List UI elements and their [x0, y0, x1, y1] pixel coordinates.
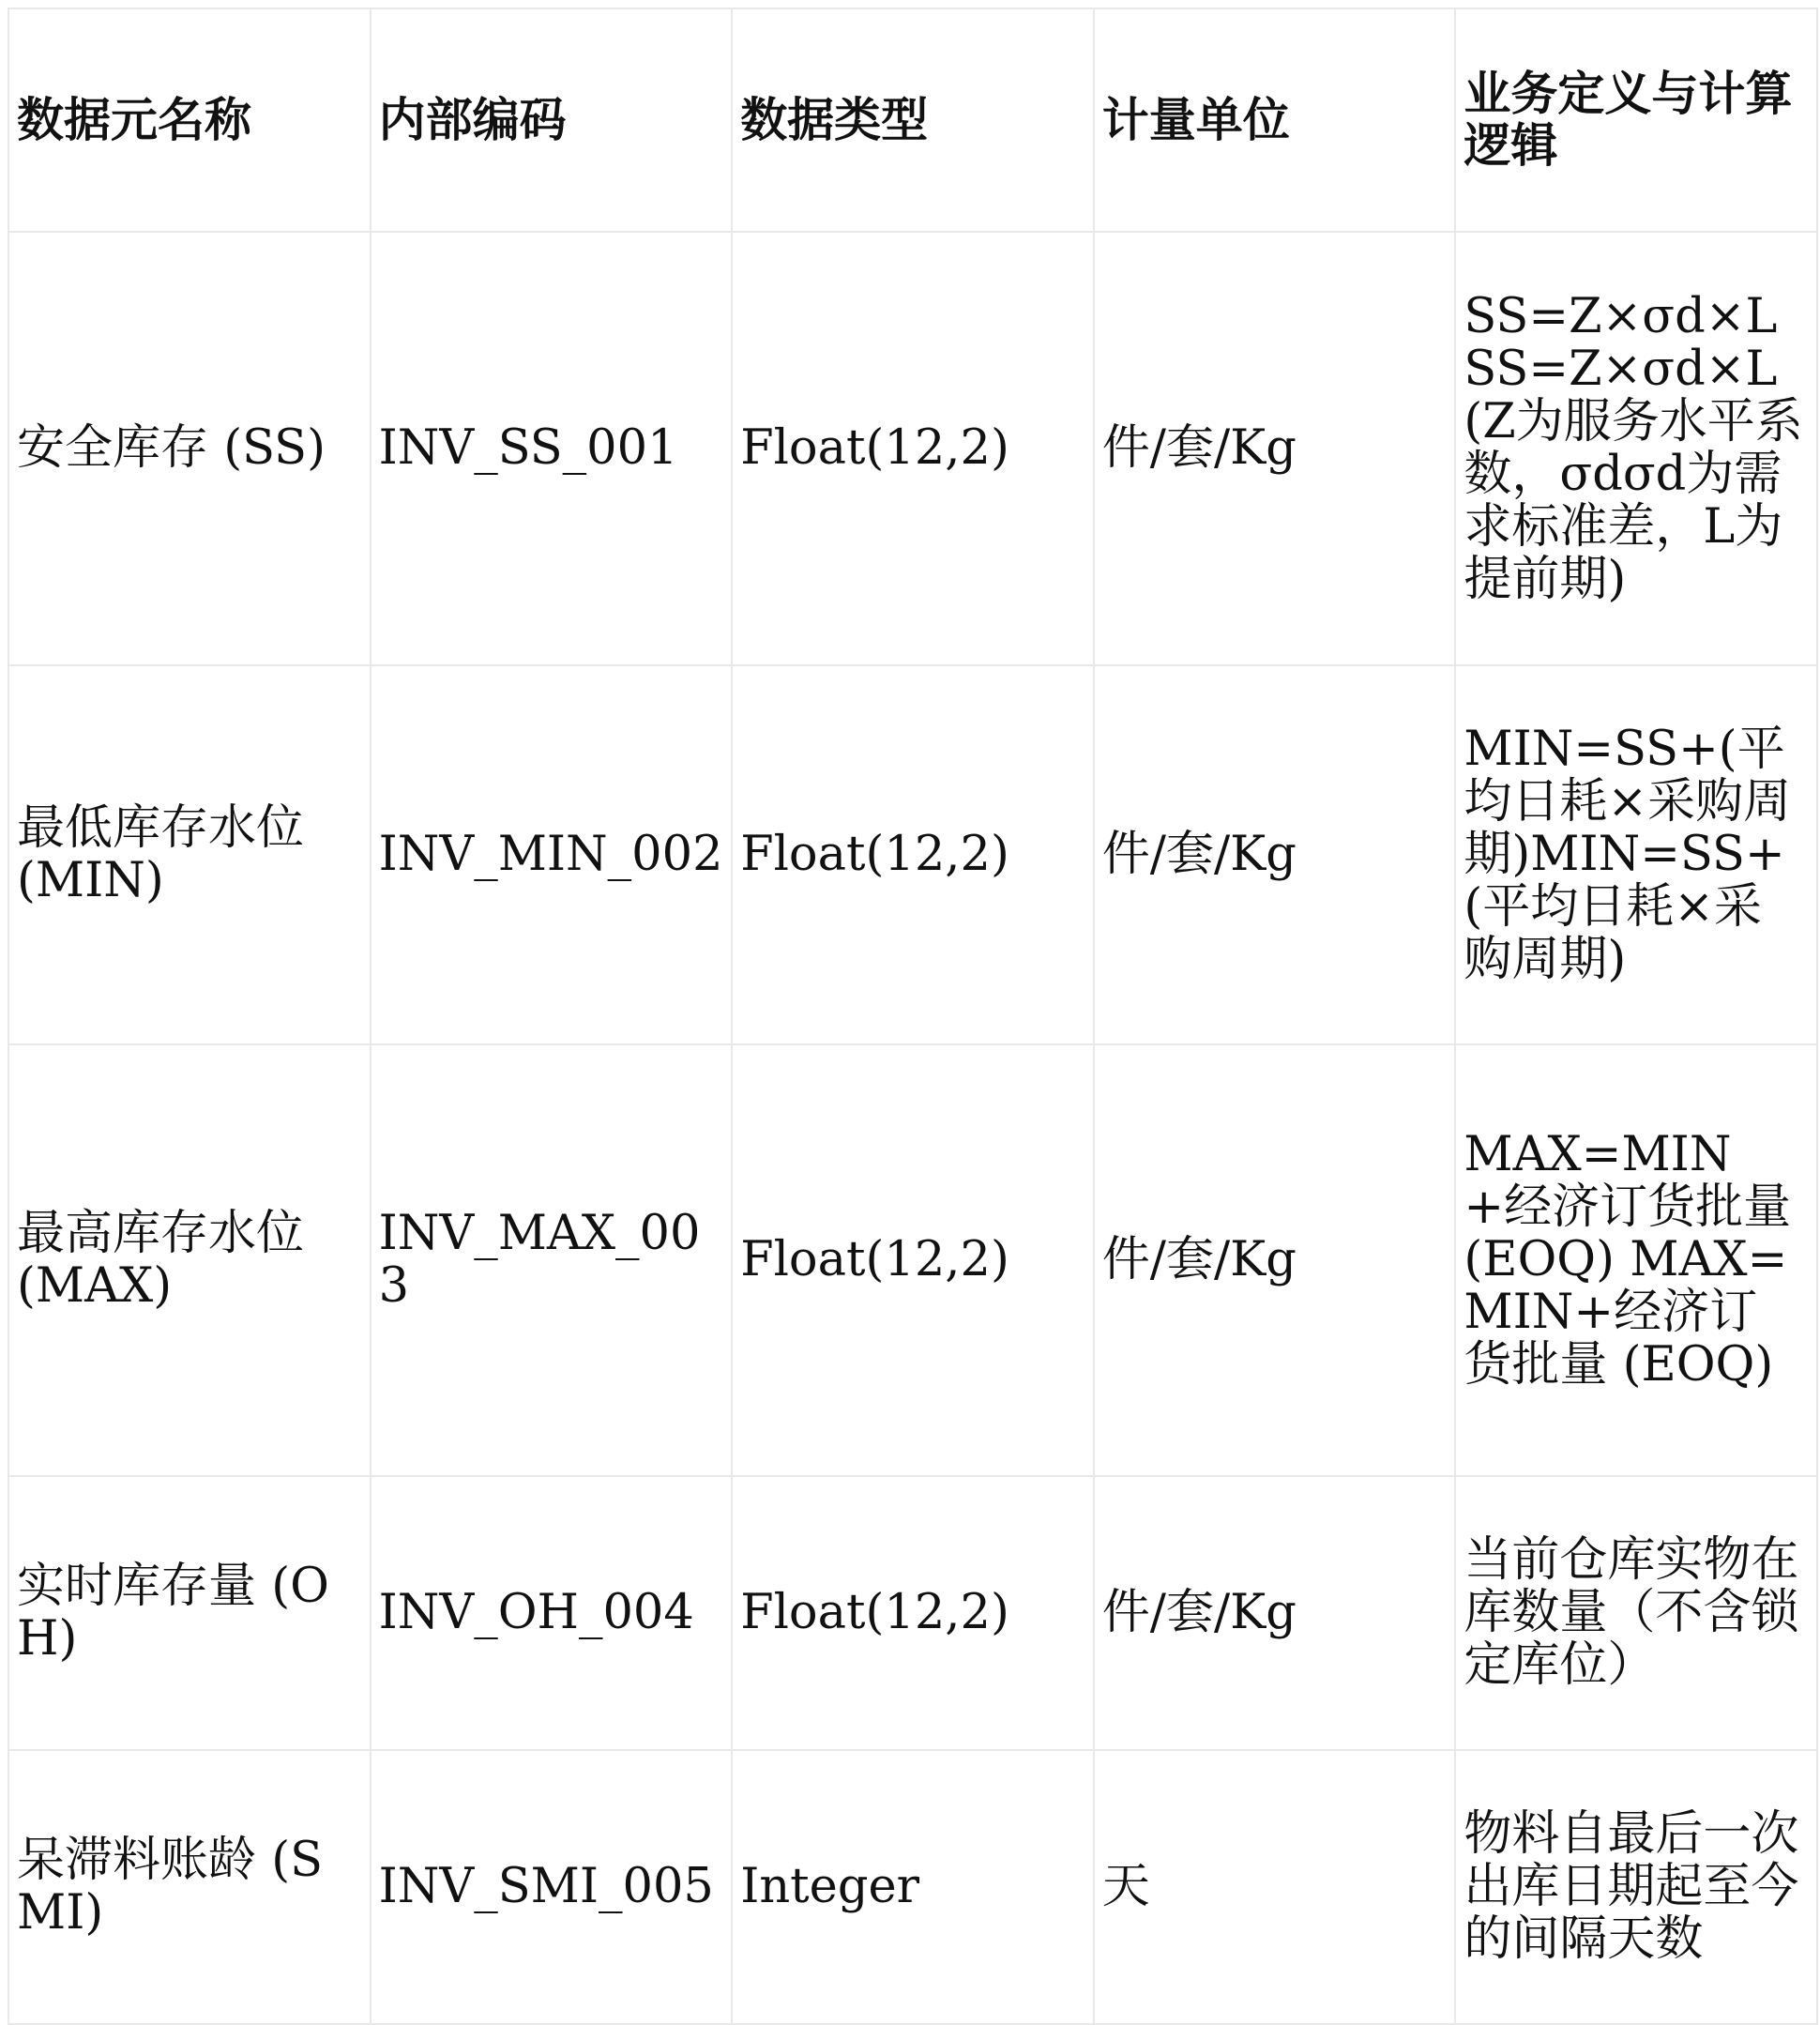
cell-unit: 天: [1094, 1750, 1456, 2024]
table-body: [8, 232, 1817, 2024]
cell-element-name: 呆滞料账龄 (SMI): [8, 1750, 371, 2024]
cell-internal-code: INV_MIN_002: [371, 665, 733, 1044]
cell-unit: 件/套/Kg: [1094, 1044, 1456, 1476]
data-dictionary-table: [8, 8, 1818, 2025]
cell-data-type: Float(12,2): [732, 665, 1094, 1044]
data-dictionary-table-wrapper: [8, 8, 1818, 2025]
cell-unit: 件/套/Kg: [1094, 665, 1456, 1044]
cell-internal-code: INV_OH_004: [371, 1476, 733, 1750]
cell-data-type: Float(12,2): [732, 1044, 1094, 1476]
header-internal-code: 内部编码: [371, 8, 733, 232]
cell-unit: 件/套/Kg: [1094, 232, 1456, 665]
header-element-name: 数据元名称: [8, 8, 371, 232]
cell-definition-logic: MIN=SS+(平均日耗×采购周期)MIN=SS+(平均日耗×采购周期): [1455, 665, 1817, 1044]
cell-data-type: Float(12,2): [732, 232, 1094, 665]
cell-data-type: Float(12,2): [732, 1476, 1094, 1750]
cell-unit: 件/套/Kg: [1094, 1476, 1456, 1750]
cell-definition-logic: 当前仓库实物在库数量（不含锁定库位）: [1455, 1476, 1817, 1750]
table-row: [8, 232, 1817, 665]
cell-internal-code: INV_SS_001: [371, 232, 733, 665]
header-data-type: 数据类型: [732, 8, 1094, 232]
cell-internal-code: INV_MAX_003: [371, 1044, 733, 1476]
header-unit: 计量单位: [1094, 8, 1456, 232]
header-row: [8, 8, 1817, 232]
cell-definition-logic: MAX=MIN+经济订货批量 (EOQ) MAX=MIN+经济订货批量 (EOQ): [1455, 1044, 1817, 1476]
cell-data-type: Integer: [732, 1750, 1094, 2024]
cell-element-name: 最低库存水位 (MIN): [8, 665, 371, 1044]
cell-definition-logic: SS=Z×σd×LSS=Z×σd×L (Z为服务水平系数，σdσd为需求标准差，L为提前期): [1455, 232, 1817, 665]
table-row: [8, 1044, 1817, 1476]
table-row: [8, 1476, 1817, 1750]
cell-element-name: 实时库存量 (OH): [8, 1476, 371, 1750]
cell-definition-logic: 物料自最后一次出库日期起至今的间隔天数: [1455, 1750, 1817, 2024]
table-row: [8, 1750, 1817, 2024]
cell-element-name: 最高库存水位 (MAX): [8, 1044, 371, 1476]
cell-internal-code: INV_SMI_005: [371, 1750, 733, 2024]
table-row: [8, 665, 1817, 1044]
cell-element-name: 安全库存 (SS): [8, 232, 371, 665]
header-definition-logic: 业务定义与计算逻辑: [1455, 8, 1817, 232]
table-header: [8, 8, 1817, 232]
